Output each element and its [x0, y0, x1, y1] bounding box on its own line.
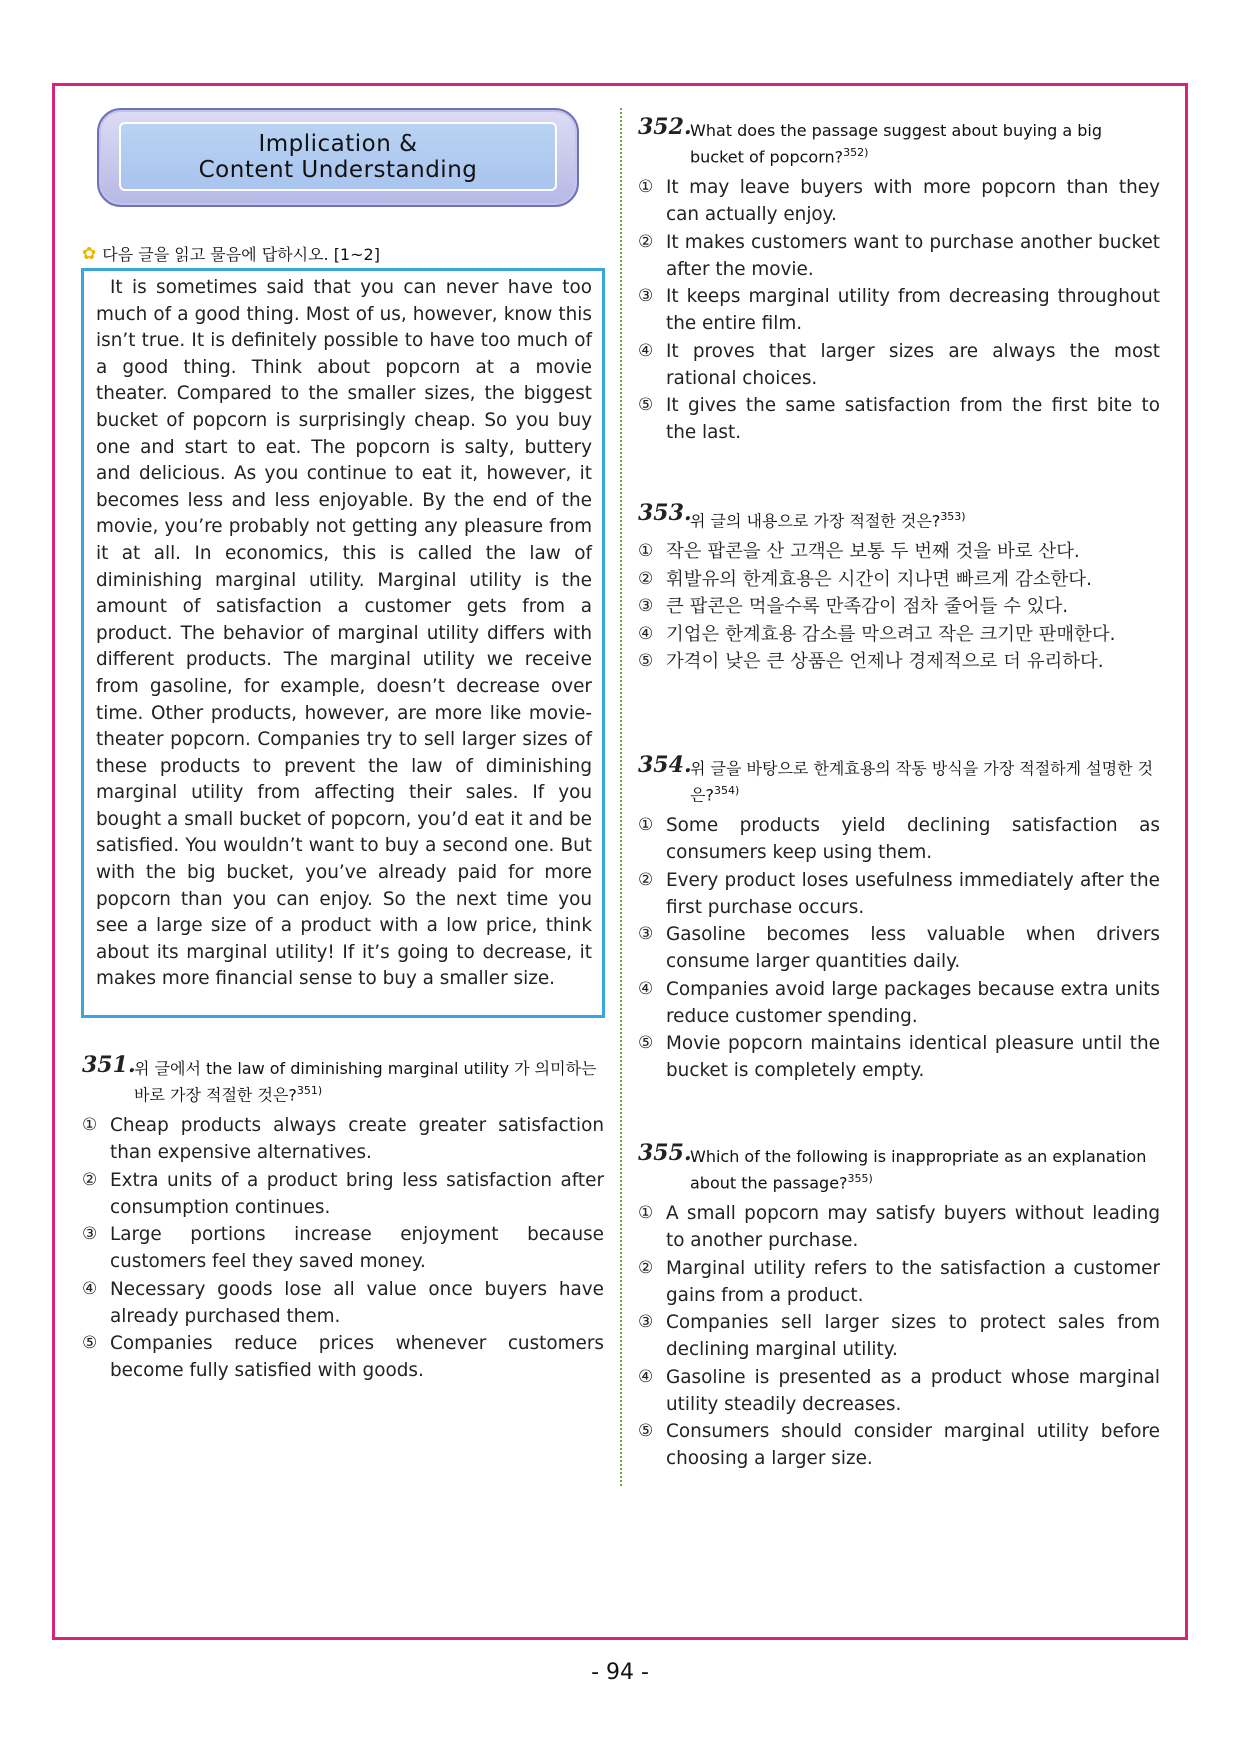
question-stem — [638, 500, 1160, 532]
question-355 — [638, 1140, 1160, 1473]
option-mark: ① — [638, 541, 654, 562]
option[interactable] — [82, 1167, 604, 1221]
option-list — [82, 1112, 604, 1384]
option-mark: ③ — [638, 596, 654, 617]
footnote-ref: 354) — [713, 784, 740, 797]
option-text: 작은 팝콘을 산 고객은 보통 두 번째 것을 바로 산다. — [666, 541, 1080, 563]
section-title-line1: Implication & — [258, 130, 418, 157]
option-text: Cheap products always create greater satisfaction than expensive alternatives. — [110, 1115, 604, 1164]
option-mark: ① — [638, 177, 654, 198]
option[interactable] — [638, 976, 1160, 1030]
option-mark: ⑤ — [638, 1421, 654, 1442]
option[interactable] — [638, 392, 1160, 446]
option-mark: ② — [638, 568, 654, 589]
section-title-inner — [119, 122, 557, 191]
option[interactable] — [638, 566, 1160, 593]
option-text: Large portions increase enjoyment because customers feel they saved money. — [110, 1224, 604, 1273]
column-divider — [620, 108, 622, 1486]
section-title-line2: Content Understanding — [198, 156, 478, 183]
option-mark: ③ — [82, 1224, 98, 1245]
option-mark: ② — [638, 1257, 654, 1278]
question-text: Which of the following is inappropriate as an explanation about the passage? — [690, 1147, 1147, 1193]
instruction — [82, 242, 380, 265]
option-list — [638, 538, 1160, 675]
option-text: It gives the same satisfaction from the first bite to the last. — [666, 395, 1160, 444]
option-mark: ① — [82, 1115, 98, 1136]
option-text: Companies reduce prices whenever customers become fully satisfied with goods. — [110, 1333, 604, 1382]
option-text: 기업은 한계효용 감소를 막으려고 작은 크기만 판매한다. — [666, 623, 1116, 645]
option-mark: ③ — [638, 286, 654, 307]
section-title-badge — [97, 108, 579, 207]
option-mark: ③ — [638, 1312, 654, 1333]
question-number: 351 . — [82, 1054, 136, 1076]
option[interactable] — [638, 1200, 1160, 1254]
option-text: Every product loses usefulness immediately after the first purchase occurs. — [666, 869, 1160, 918]
option-mark: ② — [638, 869, 654, 890]
option[interactable] — [82, 1330, 604, 1384]
option[interactable] — [638, 648, 1160, 675]
option-mark: ⑤ — [638, 651, 654, 672]
option[interactable] — [638, 1030, 1160, 1084]
question-number: 355 . — [638, 1142, 692, 1164]
question-number: 354 . — [638, 754, 692, 776]
flower-icon: ✿ — [82, 243, 97, 264]
option-mark: ⑤ — [82, 1333, 98, 1354]
option-text: A small popcorn may satisfy buyers without leading to another purchase. — [666, 1203, 1160, 1252]
option-mark: ④ — [638, 340, 654, 361]
question-text: 위 글에서 the law of diminishing marginal utility 가 의미하는 바로 가장 적절한 것은? — [134, 1059, 597, 1105]
option-text: Companies avoid large packages because extra units reduce customer spending. — [666, 978, 1160, 1027]
option-mark: ① — [638, 815, 654, 836]
option-list — [638, 174, 1160, 446]
option-mark: ④ — [82, 1278, 98, 1299]
option[interactable] — [638, 174, 1160, 228]
question-stem — [638, 752, 1160, 806]
question-354 — [638, 752, 1160, 1085]
page-number: - 94 - — [591, 1660, 649, 1685]
option-text: Marginal utility refers to the satisfaction a customer gains from a product. — [666, 1257, 1160, 1306]
option[interactable] — [638, 229, 1160, 283]
option-mark: ⑤ — [638, 395, 654, 416]
option[interactable] — [638, 283, 1160, 337]
footnote-ref: 355) — [847, 1172, 873, 1185]
question-352 — [638, 114, 1160, 447]
option-text: Companies sell larger sizes to protect sales from declining marginal utility. — [666, 1312, 1160, 1361]
option-text: It keeps marginal utility from decreasing throughout the entire film. — [666, 286, 1160, 335]
option-text: 가격이 낮은 큰 상품은 언제나 경제적으로 더 유리하다. — [666, 651, 1104, 673]
option-mark: ④ — [638, 978, 654, 999]
option-text: It may leave buyers with more popcorn than they can actually enjoy. — [666, 177, 1160, 226]
option-text: It proves that larger sizes are always the most rational choices. — [666, 340, 1160, 389]
option-text: 휘발유의 한계효용은 시간이 지나면 빠르게 감소한다. — [666, 568, 1092, 590]
option-text: Consumers should consider marginal utility before choosing a larger size. — [666, 1421, 1160, 1470]
option-mark: ② — [82, 1169, 98, 1190]
footnote-ref: 353) — [940, 510, 966, 523]
question-stem — [638, 1140, 1160, 1194]
option[interactable] — [82, 1221, 604, 1275]
instruction-text: 다음 글을 읽고 물음에 답하시오. [1~2] — [102, 245, 380, 264]
passage-text: It is sometimes said that you can never have too much of a good thing. Most of us, however, know this isn’t true. It is definitely possible to have too much of a good thing. Think about popcorn at a movie theater. Compared to the smaller sizes, the biggest bucket of popcorn is surprisingly cheap. So you buy one and start to eat. The popcorn is salty, buttery and delicious. As you continue to eat it, however, it becomes less and less enjoyable. By the end of the movie, you’re probably not getting any pleasure from it at all. In economics, this is called the law of diminishing marginal utility. Marginal utility is the amount of satisfaction a customer gets from a product. The behavior of marginal utility differs with different products. The marginal utility we receive from gasoline, for example, doesn’t decrease over time. Other products, however, are more like movie-theater popcorn. Companies try to sell larger sizes of these products to prevent the law of diminishing marginal utility from affecting their sales. If you bought a small bucket of popcorn, you’d eat it and be satisfied. You wouldn’t want to buy a second one. But with the big bucket, you’ve already paid for more popcorn than you can enjoy. So the next time you see a large size of a product with a low price, think about its marginal utility! If it’s going to decrease, it makes more financial sense to buy a smaller size. — [96, 277, 592, 990]
question-number: 353 . — [638, 502, 692, 524]
option[interactable] — [638, 1255, 1160, 1309]
option-mark: ② — [638, 231, 654, 252]
option-mark: ① — [638, 1203, 654, 1224]
option[interactable] — [638, 812, 1160, 866]
option-text: Movie popcorn maintains identical pleasure until the bucket is completely empty. — [666, 1033, 1160, 1082]
option[interactable] — [638, 338, 1160, 392]
option[interactable] — [638, 1418, 1160, 1472]
footnote-ref: 351) — [296, 1084, 323, 1097]
question-number: 352 . — [638, 116, 692, 138]
option[interactable] — [638, 593, 1160, 620]
option-text: Gasoline is presented as a product whose marginal utility steadily decreases. — [666, 1366, 1160, 1415]
option[interactable] — [82, 1276, 604, 1330]
question-351 — [82, 1052, 604, 1385]
question-353 — [638, 500, 1160, 676]
question-text: 위 글을 바탕으로 한계효용의 작동 방식을 가장 적절하게 설명한 것은? — [690, 759, 1154, 805]
option[interactable] — [638, 1364, 1160, 1418]
question-text: What does the passage suggest about buying a big bucket of popcorn? — [690, 121, 1103, 167]
option[interactable] — [638, 921, 1160, 975]
option-text: Some products yield declining satisfaction as consumers keep using them. — [666, 815, 1160, 864]
option-mark: ⑤ — [638, 1033, 654, 1054]
option-text: Extra units of a product bring less satisfaction after consumption continues. — [110, 1169, 604, 1218]
option-text: It makes customers want to purchase another bucket after the movie. — [666, 231, 1160, 280]
option-mark: ④ — [638, 623, 654, 644]
option-list — [638, 812, 1160, 1084]
option-mark: ④ — [638, 1366, 654, 1387]
footnote-ref: 352) — [843, 146, 869, 159]
option-text: Gasoline becomes less valuable when drivers consume larger quantities daily. — [666, 924, 1160, 973]
question-text: 위 글의 내용으로 가장 적절한 것은? — [690, 511, 941, 531]
question-stem — [82, 1052, 604, 1106]
option-text: 큰 팝콘은 먹을수록 만족감이 점차 줄어들 수 있다. — [666, 596, 1069, 618]
option-text: Necessary goods lose all value once buyers have already purchased them. — [110, 1278, 604, 1327]
option[interactable] — [638, 621, 1160, 648]
option[interactable] — [82, 1112, 604, 1166]
option[interactable] — [638, 538, 1160, 565]
option-list — [638, 1200, 1160, 1472]
option[interactable] — [638, 867, 1160, 921]
question-stem — [638, 114, 1160, 168]
option[interactable] — [638, 1309, 1160, 1363]
option-mark: ③ — [638, 924, 654, 945]
reading-passage — [81, 268, 605, 1018]
